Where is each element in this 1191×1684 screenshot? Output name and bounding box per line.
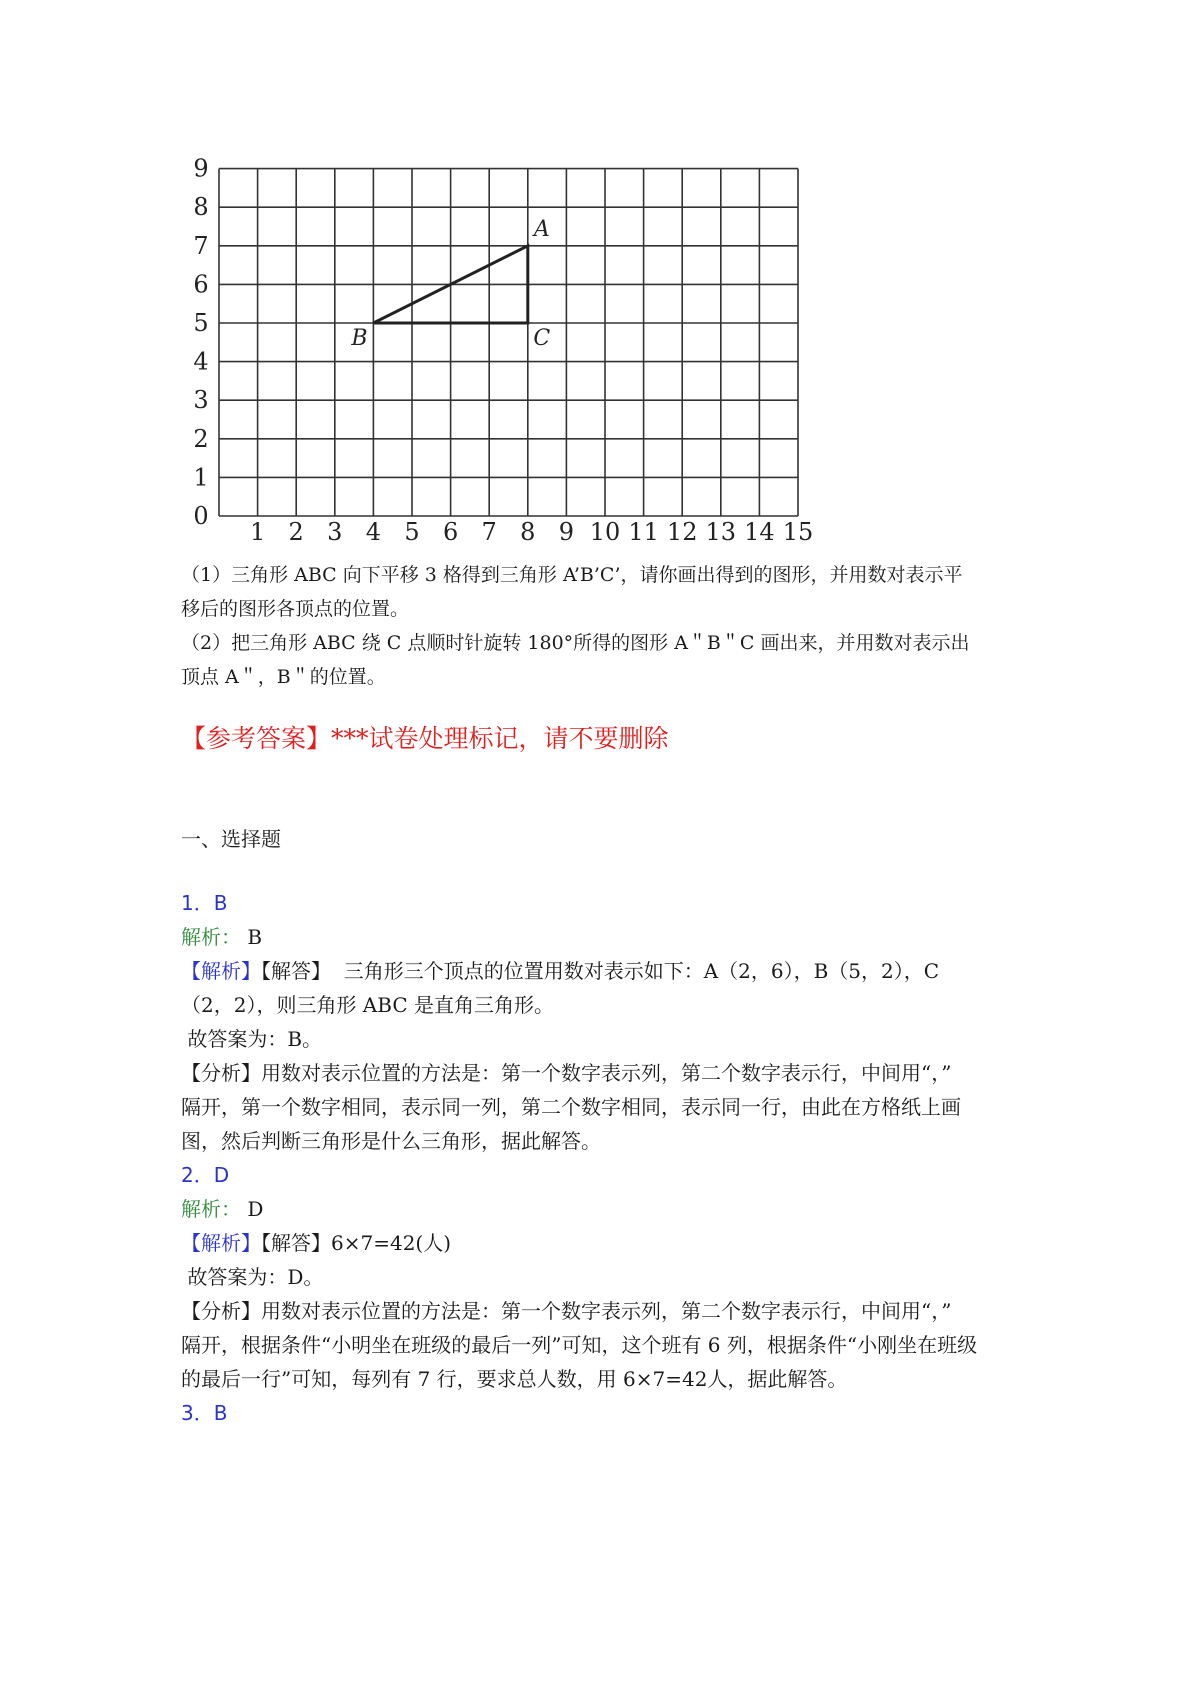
x-tick-label: 1	[249, 518, 266, 546]
jiexi-value: B	[241, 925, 263, 949]
x-tick-label: 2	[288, 518, 304, 546]
item-2-analysis-line-2: 隔开，根据条件“小明坐在班级的最后一列”可知，这个班有 6 列，根据条件“小刚坐在班级	[181, 1333, 978, 1357]
fenxi-tag: 【分析】	[181, 1299, 261, 1323]
jiexi-tag: 【解析】	[181, 959, 261, 983]
y-tick-label: 4	[193, 347, 209, 376]
x-tick-label: 13	[705, 518, 737, 546]
x-tick-label: 11	[628, 518, 659, 546]
item-1-jiexi	[181, 920, 1041, 954]
item-2-solution-line-1	[181, 1226, 1041, 1260]
x-axis-labels	[250, 518, 813, 546]
grid-lines	[219, 169, 798, 516]
item-2-analysis-line-3: 的最后一行”可知，每列有 7 行，要求总人数，用 6×7=42人，据此解答。	[181, 1367, 848, 1391]
x-tick-label: 4	[365, 518, 382, 546]
x-tick-label: 10	[589, 518, 621, 546]
y-tick-label: 6	[193, 270, 209, 299]
vertex-label-b: B	[351, 326, 368, 351]
y-tick-label: 5	[193, 309, 209, 337]
jiexi-label: 解析：	[181, 1197, 241, 1221]
item-2-jiexi	[181, 1192, 1041, 1226]
x-tick-label: 3	[327, 518, 343, 546]
fenxi-tag: 【分析】	[181, 1061, 261, 1085]
analysis-text: 用数对表示位置的方法是：第一个数字表示列，第二个数字表示行，中间用“，”	[261, 1299, 952, 1323]
item-2-number: 2．D	[181, 1163, 230, 1187]
x-tick-label: 8	[520, 518, 536, 546]
question-1-line-1: （1）三角形 ABC 向下平移 3 格得到三角形 A’B’C’，请你画出得到的图形，并用数对表示平	[181, 564, 963, 586]
item-2-analysis-line-1	[181, 1294, 1041, 1328]
item-1-analysis-line-2: 隔开，第一个数字相同，表示同一列，第二个数字相同，表示同一行，由此在方格纸上画	[181, 1095, 961, 1119]
y-tick-label: 0	[193, 502, 209, 530]
y-tick-label: 2	[193, 424, 209, 453]
section-title: 一、选择题	[181, 827, 281, 851]
item-2-answer: 故答案为：D。	[181, 1265, 324, 1289]
y-axis-labels	[193, 155, 208, 530]
x-tick-label: 15	[782, 518, 814, 546]
x-tick-label: 5	[404, 518, 420, 546]
jiexi-label: 解析：	[181, 925, 241, 949]
x-tick-label: 7	[481, 518, 497, 546]
item-1-solution-line-1	[181, 954, 1041, 988]
item-1-answer: 故答案为：B。	[181, 1027, 323, 1051]
coordinate-grid-figure	[193, 154, 835, 550]
item-1-analysis-line-1	[181, 1056, 1041, 1090]
question-1-line-2: 移后的图形各顶点的位置。	[181, 598, 410, 620]
x-tick-label: 14	[744, 518, 775, 546]
x-tick-label: 6	[442, 518, 459, 546]
y-tick-label: 8	[193, 193, 209, 222]
jiexi-value: D	[241, 1197, 264, 1221]
x-tick-label: 12	[666, 518, 698, 546]
y-tick-label: 7	[193, 231, 209, 260]
solution-text: 6×7=42(人)	[331, 1231, 452, 1255]
vertex-label-c: C	[533, 326, 551, 351]
x-tick-label: 9	[558, 518, 575, 546]
y-tick-label: 3	[193, 386, 209, 415]
question-2-line-2: 顶点 A＂，B＂的位置。	[181, 666, 386, 688]
item-3-number: 3．B	[181, 1401, 228, 1425]
item-1-analysis-line-3: 图，然后判断三角形是什么三角形，据此解答。	[181, 1129, 601, 1153]
question-2-line-1: （2）把三角形 ABC 绕 C 点顺时针旋转 180°所得的图形 A＂B＂C 画出来，并用数对表示出	[181, 632, 970, 654]
y-tick-label: 1	[193, 463, 209, 492]
answer-heading: 【参考答案】***试卷处理标记，请不要删除	[181, 724, 669, 753]
y-tick-label: 9	[193, 154, 209, 183]
item-1-number: 1．B	[181, 891, 228, 915]
analysis-text: 用数对表示位置的方法是：第一个数字表示列，第二个数字表示行，中间用“，”	[261, 1061, 952, 1085]
solution-text: 三角形三个顶点的位置用数对表示如下：A（2，6），B（5，2），C	[331, 959, 940, 983]
jieda-tag: 【解答】	[261, 1231, 331, 1255]
jieda-tag: 【解答】	[261, 959, 331, 983]
item-1-solution-line-2: （2，2），则三角形 ABC 是直角三角形。	[181, 993, 554, 1017]
vertex-label-a: A	[533, 216, 550, 242]
jiexi-tag: 【解析】	[181, 1231, 261, 1255]
